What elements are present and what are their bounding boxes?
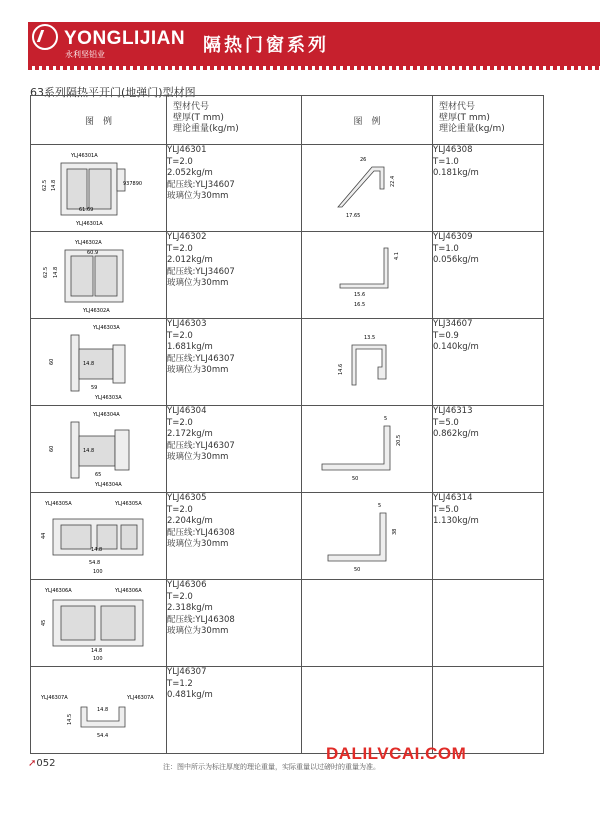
arrow-icon: ➚	[28, 758, 37, 769]
table-row	[31, 406, 302, 493]
profile-thickness: T=1.2	[167, 678, 193, 689]
figure-label: YLJ46305A	[115, 501, 142, 507]
profile-thickness: T=2.0	[167, 591, 193, 602]
profile-code: YLJ46313	[433, 406, 473, 416]
col-spec-line: 型材代号	[173, 102, 210, 112]
right-profile-table	[301, 95, 544, 754]
footer-note: 注：图中所示为标注厚度的理论重量，实际重量以过磅时的重量为准。	[163, 763, 380, 771]
figure-label: 60	[49, 358, 55, 365]
profile-spec	[433, 232, 544, 319]
profile-thickness: T=1.0	[433, 243, 459, 254]
profile-thickness: T=0.9	[433, 330, 459, 341]
figure-label: YLJ46301A	[76, 221, 103, 227]
figure-label: YLJ46302A	[83, 308, 110, 314]
series-title: 隔热门窗系列	[203, 35, 329, 56]
figure-label: 14.6	[338, 363, 344, 375]
table-row	[302, 406, 544, 493]
figure-label: 54.8	[89, 560, 101, 566]
profile-press-line: 配压线:YLJ34607	[167, 266, 235, 277]
profile-figure	[31, 232, 167, 319]
figure-label: 20.5	[396, 434, 402, 446]
figure-label: 5	[378, 503, 382, 509]
figure-label: 59	[91, 385, 98, 391]
section-title: 63系列隔热平开门(地弹门)型材图	[30, 86, 196, 99]
profile-weight: 2.318kg/m	[167, 603, 213, 613]
col-spec-line: 壁厚(T mm)	[439, 113, 490, 123]
figure-label: 937890	[123, 181, 143, 187]
figure-label: YLJ46306A	[45, 588, 72, 594]
profile-figure	[302, 493, 433, 580]
profile-spec	[167, 493, 302, 580]
figure-label: 26	[360, 157, 367, 163]
figure-label: YLJ46307A	[41, 695, 68, 701]
profile-thickness: T=2.0	[167, 330, 193, 341]
profile-code: YLJ46303	[167, 319, 207, 329]
profile-figure	[31, 319, 167, 406]
table-header	[31, 96, 302, 145]
figure-label: 60	[49, 445, 55, 452]
figure-label: 45	[41, 619, 47, 626]
profile-weight: 0.181kg/m	[433, 168, 479, 178]
profile-code: YLJ46306	[167, 580, 207, 590]
profile-code: YLJ46308	[433, 145, 473, 155]
profile-spec	[167, 580, 302, 667]
figure-label: 100	[93, 569, 103, 575]
figure-label: YLJ46301A	[71, 153, 98, 159]
profile-press-line: 配压线:YLJ34607	[167, 179, 235, 190]
table-row	[302, 145, 544, 232]
profile-figure	[31, 580, 167, 667]
profile-spec	[433, 145, 544, 232]
profile-spec	[167, 667, 302, 754]
profile-spec	[167, 232, 302, 319]
watermark: DALILVCAI.COM	[326, 744, 467, 763]
page-number-value: 052	[36, 758, 56, 769]
table-row	[31, 580, 302, 667]
figure-label: YLJ46307A	[127, 695, 154, 701]
table-row-empty	[302, 667, 544, 754]
figure-label: YLJ46304A	[95, 482, 122, 488]
profile-figure	[302, 145, 433, 232]
profile-code: YLJ34607	[433, 319, 473, 329]
figure-label: 14.8	[97, 707, 109, 713]
figure-label: YLJ46302A	[75, 240, 102, 246]
figure-label: 14.8	[91, 648, 103, 654]
brand-name-cn: 永利坚铝业	[65, 50, 105, 59]
profile-glass: 玻璃位为30mm	[167, 191, 229, 201]
profile-spec	[433, 406, 544, 493]
figure-label: 65	[95, 472, 102, 478]
table-header	[302, 96, 544, 145]
profile-figure	[302, 319, 433, 406]
empty-cell	[433, 667, 544, 754]
figure-label: YLJ46303A	[95, 395, 122, 401]
figure-label: 60.9	[87, 250, 99, 256]
brand-name-en: YONGLIJIAN	[64, 28, 186, 49]
figure-label: YLJ46306A	[115, 588, 142, 594]
figure-label: 44	[41, 532, 47, 539]
figure-label: 100	[93, 656, 103, 662]
figure-label: 14.8	[83, 361, 95, 367]
profile-figure	[31, 406, 167, 493]
profile-press-line: 配压线:YLJ46307	[167, 440, 235, 451]
left-profile-table	[30, 95, 302, 754]
profile-figure	[302, 406, 433, 493]
profile-code: YLJ46309	[433, 232, 473, 242]
empty-cell	[302, 580, 433, 667]
table-row	[31, 493, 302, 580]
profile-weight: 2.052kg/m	[167, 168, 213, 178]
profile-press-line: 配压线:YLJ46307	[167, 353, 235, 364]
profile-thickness: T=5.0	[433, 504, 459, 515]
figure-label: 17.65	[346, 213, 361, 219]
profile-weight: 2.172kg/m	[167, 429, 213, 439]
profile-spec	[167, 319, 302, 406]
profile-thickness: T=2.0	[167, 156, 193, 167]
profile-thickness: T=2.0	[167, 504, 193, 515]
profile-figure	[302, 232, 433, 319]
profile-figure	[31, 493, 167, 580]
profile-press-line: 配压线:YLJ46308	[167, 527, 235, 538]
profile-press-line: 配压线:YLJ46308	[167, 614, 235, 625]
col-spec	[167, 96, 302, 145]
profile-glass: 玻璃位为30mm	[167, 539, 229, 549]
profile-figure	[31, 145, 167, 232]
figure-label: 14.8	[51, 179, 57, 191]
figure-label: 14.5	[67, 713, 73, 725]
figure-label: 50	[354, 567, 361, 573]
profile-spec	[167, 406, 302, 493]
profile-thickness: T=1.0	[433, 156, 459, 167]
figure-label: 14.8	[83, 448, 95, 454]
figure-label: 14.8	[53, 266, 59, 278]
profile-weight: 2.012kg/m	[167, 255, 213, 265]
profile-weight: 1.681kg/m	[167, 342, 213, 352]
figure-label: 5	[384, 416, 388, 422]
table-row	[302, 493, 544, 580]
profile-glass: 玻璃位为30mm	[167, 626, 229, 636]
col-spec	[433, 96, 544, 145]
profile-glass: 玻璃位为30mm	[167, 278, 229, 288]
figure-label: 38	[392, 528, 398, 535]
table-row	[302, 232, 544, 319]
table-row	[31, 319, 302, 406]
profile-weight: 0.140kg/m	[433, 342, 479, 352]
empty-cell	[302, 667, 433, 754]
figure-label: 50	[352, 476, 359, 482]
figure-label: YLJ46303A	[93, 325, 120, 331]
profile-glass: 玻璃位为30mm	[167, 365, 229, 375]
figure-label: 61.69	[79, 207, 94, 213]
profile-weight: 2.204kg/m	[167, 516, 213, 526]
profile-spec	[167, 145, 302, 232]
brand-logo-icon	[32, 24, 58, 50]
figure-label: 15.6	[354, 292, 366, 298]
page-number	[28, 758, 55, 769]
table-row-empty	[302, 580, 544, 667]
profile-weight: 0.481kg/m	[167, 690, 213, 700]
profile-code: YLJ46304	[167, 406, 207, 416]
profile-code: YLJ46305	[167, 493, 207, 503]
profile-code: YLJ46302	[167, 232, 207, 242]
col-spec-line: 型材代号	[439, 102, 476, 112]
figure-label: 14.8	[91, 547, 103, 553]
profile-weight: 1.130kg/m	[433, 516, 479, 526]
col-spec-line: 理论重量(kg/m)	[173, 124, 239, 134]
col-spec-line: 理论重量(kg/m)	[439, 124, 505, 134]
table-row	[31, 232, 302, 319]
profile-thickness: T=2.0	[167, 417, 193, 428]
profile-weight: 0.862kg/m	[433, 429, 479, 439]
col-figure: 图 例	[31, 96, 167, 145]
profile-glass: 玻璃位为30mm	[167, 452, 229, 462]
col-figure: 图 例	[302, 96, 433, 145]
figure-label: 16.5	[354, 302, 366, 308]
figure-label: 54.4	[97, 733, 109, 739]
table-row	[302, 319, 544, 406]
profile-weight: 0.056kg/m	[433, 255, 479, 265]
profile-code: YLJ46314	[433, 493, 473, 503]
profile-figure	[31, 667, 167, 754]
table-row	[31, 667, 302, 754]
table-row	[31, 145, 302, 232]
profile-thickness: T=2.0	[167, 243, 193, 254]
profile-thickness: T=5.0	[433, 417, 459, 428]
profile-spec	[433, 493, 544, 580]
figure-label: 62.5	[42, 179, 48, 191]
profile-spec	[433, 319, 544, 406]
profile-code: YLJ46301	[167, 145, 207, 155]
header-banner	[0, 0, 600, 72]
col-spec-line: 壁厚(T mm)	[173, 113, 224, 123]
figure-label: 4.1	[394, 252, 400, 260]
figure-label: 13.5	[364, 335, 376, 341]
empty-cell	[433, 580, 544, 667]
figure-label: YLJ46305A	[45, 501, 72, 507]
figure-label: 62.5	[43, 266, 49, 278]
figure-label: 22.4	[390, 175, 396, 187]
profile-code: YLJ46307	[167, 667, 207, 677]
figure-label: YLJ46304A	[93, 412, 120, 418]
